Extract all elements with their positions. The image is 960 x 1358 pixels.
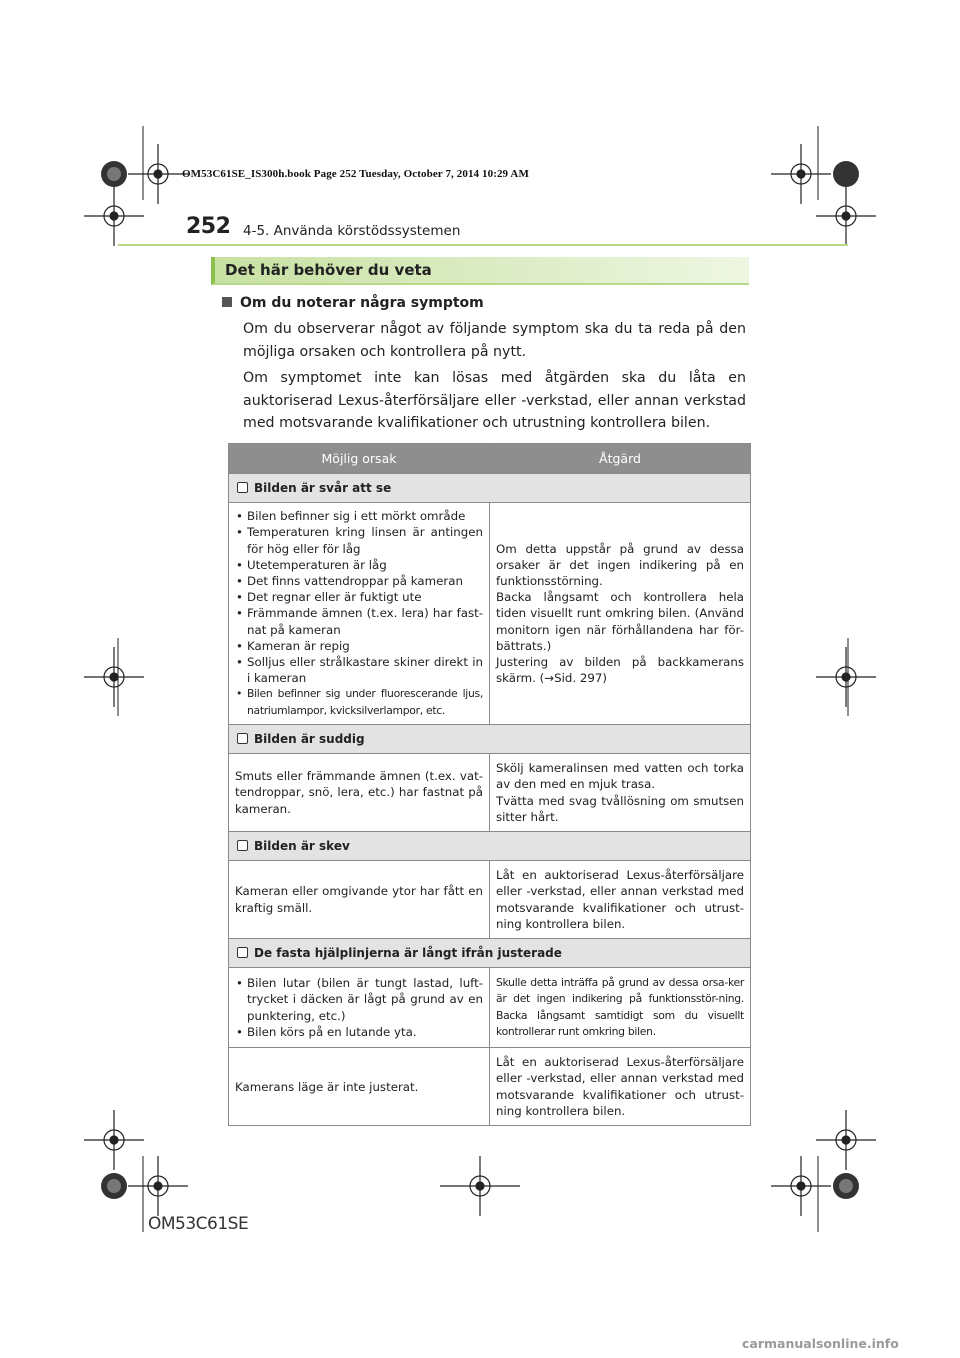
column-header-cause: Möjlig orsak (229, 444, 490, 474)
checkbox-icon (237, 482, 248, 493)
page-number: 252 (186, 214, 231, 239)
list-item: • Det finns vattendroppar på kameran (247, 573, 483, 589)
checkbox-icon (237, 947, 248, 958)
list-item: • Det regnar eller är fuktigt ute (247, 589, 483, 605)
square-bullet-icon (222, 297, 232, 307)
list-item: • Kameran är repig (247, 638, 483, 654)
paragraph-2: Om symptomet inte kan lösas med åtgärden ska du låta en auktoriserad Lexus-återförsäljare eller -verkstad, eller annan verkstad med motsvarande kvalifikationer och utrustning kontrollera bilen. (243, 370, 746, 431)
manual-code: OM53C61SE (148, 1214, 249, 1234)
action-cell: Skölj kameralinsen med vatten och torka av den med en mjuk trasa. Tvätta med svag tvållösning om smutsen sitter hårt. (490, 754, 751, 832)
list-item: • Främmande ämnen (t.ex. lera) har fast-nat på kameran (247, 605, 483, 637)
print-line: OM53C61SE_IS300h.book Page 252 Tuesday, October 7, 2014 10:29 AM (182, 168, 529, 180)
list-item: • Utetemperaturen är låg (247, 557, 483, 573)
group-header: Bilden är suddig (229, 725, 751, 754)
group-header: Bilden är svår att se (229, 474, 751, 503)
list-item: • Solljus eller strålkastare skiner direkt in i kameran (247, 654, 483, 686)
action-cell: Skulle detta inträffa på grund av dessa orsa-ker är det ingen indikering på funktionsstör-ning. Backa långsamt samtidigt som du visuellt kontrollerar runt omkring bilen. (490, 968, 751, 1048)
subheading-text: Om du noterar några symptom (240, 295, 484, 311)
checkbox-icon (237, 733, 248, 744)
action-cell: Låt en auktoriserad Lexus-återförsäljare eller -verkstad, eller annan verkstad med motsvarande kvalifikationer och utrust-ning kontrollera bilen. (490, 861, 751, 939)
watermark: carmanualsonline.info (742, 1336, 899, 1351)
group-header: Bilden är skev (229, 832, 751, 861)
cause-cell: Kamerans läge är inte justerat. (229, 1048, 490, 1126)
list-item: • Bilen befinner sig under fluorescerande ljus, natriumlampor, kvicksilverlampor, etc. (247, 686, 483, 718)
column-header-action: Åtgärd (490, 444, 751, 474)
action-cell: Om detta uppstår på grund av dessa orsaker är det ingen indikering på en funktionsstörning. Backa långsamt och kontrollera hela tiden visuellt runt omkring bilen. (Använd monitorn igen när förhållandena har för-bättrats.) Justering av bilden på backkamerans skärm. (→Sid. 297) (490, 503, 751, 725)
cause-cell (229, 968, 490, 1048)
group-header: De fasta hjälplinjerna är långt ifrån justerade (229, 939, 751, 968)
list-item: • Bilen körs på en lutande yta. (247, 1024, 483, 1040)
info-box-header (211, 257, 749, 285)
list-item: • Bilen befinner sig i ett mörkt område (247, 508, 483, 524)
cause-cell: Smuts eller främmande ämnen (t.ex. vat-tendroppar, snö, lera, etc.) har fastnat på kameran. (229, 754, 490, 832)
list-item: • Bilen lutar (bilen är tungt lastad, luft-trycket i däcken är lågt på grund av en punktering, etc.) (247, 975, 483, 1024)
paragraph-1: Om du observerar något av följande symptom ska du ta reda på den möjliga orsaken och kontrollera på nytt. (243, 321, 746, 360)
action-cell: Låt en auktoriserad Lexus-återförsäljare eller -verkstad, eller annan verkstad med motsvarande kvalifikationer och utrust-ning kontrollera bilen. (490, 1048, 751, 1126)
list-item: • Temperaturen kring linsen är antingen för hög eller för låg (247, 524, 483, 556)
info-box-title: Det här behöver du veta (225, 261, 432, 279)
checkbox-icon (237, 840, 248, 851)
symptom-table (228, 443, 751, 1126)
cause-cell (229, 503, 490, 725)
section-title: 4-5. Använda körstödssystemen (243, 223, 461, 239)
subheading (222, 295, 484, 311)
header-rule (118, 244, 848, 246)
cause-cell: Kameran eller omgivande ytor har fått en kraftig smäll. (229, 861, 490, 939)
